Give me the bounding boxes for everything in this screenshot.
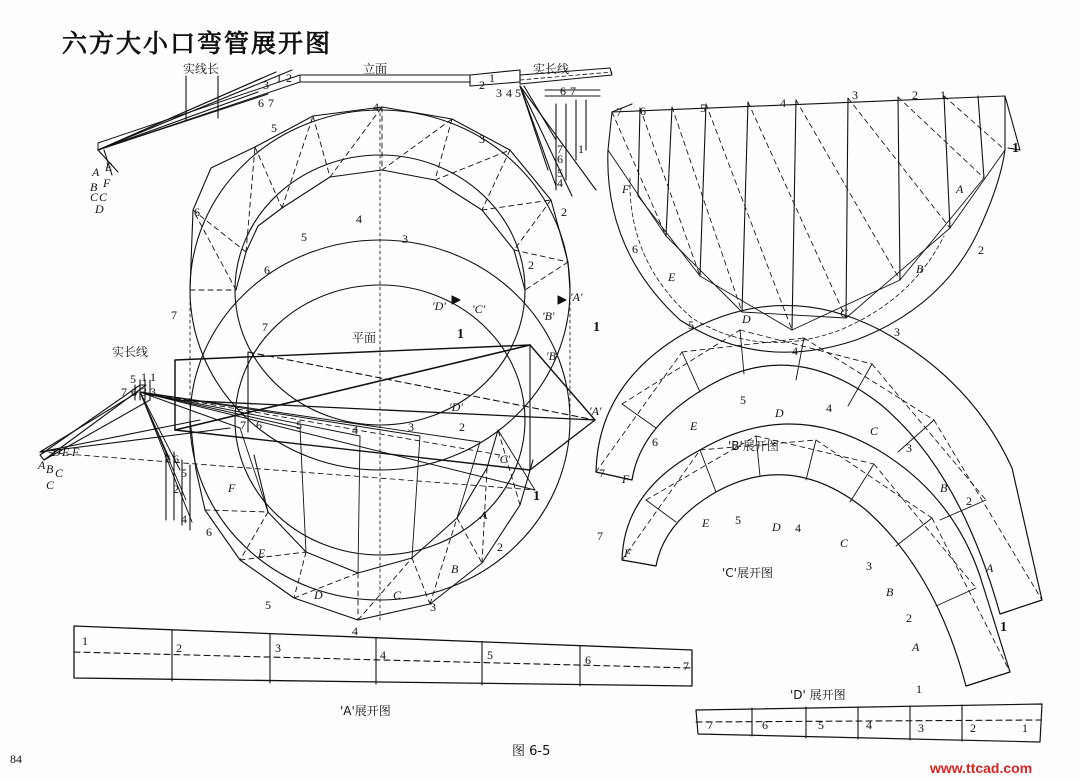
diagram-caption: 'B'展开图 xyxy=(728,439,779,453)
station-number-label: 4 xyxy=(795,521,801,535)
element-letter-label: C xyxy=(840,536,849,550)
station-number-label: 3 xyxy=(430,600,436,614)
station-number-label: 3 xyxy=(141,385,147,399)
element-letter-label: D xyxy=(775,406,784,420)
station-number-label: 1 xyxy=(593,320,600,335)
element-letter-label: C xyxy=(870,424,879,438)
station-number-label: 3 xyxy=(408,420,414,434)
station-number-label: 5 xyxy=(301,230,307,244)
element-letter-label: F xyxy=(624,546,632,560)
diagram-caption: 实线长 xyxy=(183,62,220,76)
watermark: www.ttcad.com xyxy=(930,760,1033,776)
element-letter-label: E xyxy=(62,445,70,459)
station-number-label: 7 xyxy=(240,418,246,432)
station-number-label: 2 xyxy=(912,88,918,102)
station-number-label: 6 xyxy=(560,84,566,98)
element-letter-label: A xyxy=(956,182,964,196)
station-number-label: 2 xyxy=(561,205,567,219)
diagram-caption: 平面 xyxy=(352,331,377,345)
station-number-label: 3 xyxy=(918,721,924,735)
station-number-label: 5 xyxy=(740,393,746,407)
element-letter-label: E xyxy=(258,546,266,560)
element-letter-label: C xyxy=(99,190,108,204)
station-number-label: 1 xyxy=(82,634,88,648)
station-number-label: 3 xyxy=(894,325,900,339)
station-number-label: 1 xyxy=(457,327,464,342)
station-number-label: 5 xyxy=(271,121,277,135)
station-number-label: 3 xyxy=(866,559,872,573)
station-number-label: 6 xyxy=(131,385,137,399)
station-number-label: 4 xyxy=(352,423,358,437)
element-letter-label: 'A' xyxy=(589,404,602,418)
station-number-label: 1 xyxy=(916,682,922,696)
element-letter-label: A xyxy=(912,640,920,654)
station-number-label: 5 xyxy=(296,418,302,432)
station-number-label: 1 xyxy=(1012,141,1019,156)
diagram-caption: 'D' 展开图 xyxy=(790,688,846,702)
element-letter-label: B xyxy=(46,462,54,476)
station-number-label: 1 xyxy=(578,142,584,156)
element-letter-label: B xyxy=(451,562,459,576)
station-number-label: 5 xyxy=(700,101,706,115)
element-letter-label: B xyxy=(886,585,894,599)
station-number-label: 2 xyxy=(173,482,179,496)
diagram-caption: 实长线 xyxy=(112,345,149,359)
station-number-label: 1 xyxy=(141,370,147,384)
station-number-label: 4 xyxy=(380,648,386,662)
element-letter-label: 'D' xyxy=(449,400,463,414)
station-number-label: 2 xyxy=(497,540,503,554)
element-letter-label: A xyxy=(986,561,994,575)
station-number-label: 1 xyxy=(489,71,495,85)
station-number-label: 6 xyxy=(206,525,212,539)
element-letter-label: C xyxy=(840,306,849,320)
station-number-label: 6 xyxy=(264,263,270,277)
element-letter-label: 'C' xyxy=(472,302,486,316)
station-number-label: 5 xyxy=(735,513,741,527)
figure-number: 图 6-5 xyxy=(512,744,551,759)
station-number-label: 6 xyxy=(258,96,264,110)
diagram-caption: 实长线 xyxy=(533,62,570,76)
station-number-label: 5 xyxy=(487,648,493,662)
station-number-label: 4 xyxy=(181,512,187,526)
element-letter-label: 'D' xyxy=(432,299,446,313)
station-number-label: 3 xyxy=(479,132,485,146)
element-letter-label: A xyxy=(38,458,46,472)
station-number-label: 1 xyxy=(276,71,282,85)
station-number-label: 3 xyxy=(263,78,269,92)
station-number-label: 2 xyxy=(176,641,182,655)
station-number-label: 1 xyxy=(940,88,946,102)
station-number-label: 4 xyxy=(506,86,512,100)
station-number-label: 5 xyxy=(265,598,271,612)
element-letter-label: C xyxy=(46,478,55,492)
station-number-label: 1 xyxy=(1000,620,1007,635)
element-letter-label: F xyxy=(103,176,111,190)
station-number-label: 7 xyxy=(121,385,127,399)
station-number-label: 5 xyxy=(181,466,187,480)
station-number-label: 3 xyxy=(275,641,281,655)
element-letter-label: D xyxy=(95,202,104,216)
station-number-label: 4 xyxy=(866,718,872,732)
page-number: 84 xyxy=(10,752,22,766)
station-number-label: 7 xyxy=(164,452,170,466)
station-number-label: 7 xyxy=(616,105,622,119)
element-letter-label: B xyxy=(940,481,948,495)
station-number-label: 2 xyxy=(970,721,976,735)
station-number-label: 5 xyxy=(557,166,563,180)
station-number-label: 4 xyxy=(826,401,832,415)
station-number-label: 1 xyxy=(150,370,156,384)
station-number-label: 7 xyxy=(597,529,603,543)
element-letter-label: 'B' xyxy=(542,309,555,323)
station-number-label: 6 xyxy=(652,435,658,449)
station-number-label: 7 xyxy=(262,320,268,334)
station-number-label: 2 xyxy=(966,494,972,508)
station-number-label: 5 xyxy=(130,372,136,386)
station-number-label: 3 xyxy=(150,385,156,399)
station-number-label: 1 xyxy=(1022,721,1028,735)
element-letter-label: F xyxy=(622,182,630,196)
station-number-label: 3 xyxy=(496,86,502,100)
element-letter-label: D xyxy=(314,588,323,602)
element-letter-label: 'A' xyxy=(570,290,583,304)
element-letter-label: B xyxy=(916,262,924,276)
station-number-label: 4 xyxy=(780,96,786,110)
station-number-label: 2 xyxy=(286,71,292,85)
element-letter-label: D xyxy=(772,520,781,534)
element-letter-label: F xyxy=(72,445,80,459)
element-letter-label: F xyxy=(228,481,236,495)
station-number-label: 7 xyxy=(683,659,689,673)
station-number-label: 6 xyxy=(256,418,262,432)
station-number-label: 3 xyxy=(906,441,912,455)
station-number-label: 1 xyxy=(533,489,540,504)
element-letter-label: E xyxy=(702,516,710,530)
page-title: 六方大小口弯管展开图 xyxy=(62,29,333,58)
element-letter-label: F xyxy=(622,472,630,486)
station-number-label: 6 xyxy=(194,205,200,219)
station-number-label: 6 xyxy=(585,653,591,667)
element-letter-label: D xyxy=(742,312,751,326)
station-number-label: 5 xyxy=(515,86,521,100)
station-number-label: 7 xyxy=(570,84,576,98)
station-number-label: 2 xyxy=(528,258,534,272)
element-letter-label: A xyxy=(92,165,100,179)
station-number-label: 6 xyxy=(557,152,563,166)
station-number-label: 4 xyxy=(352,624,358,638)
station-number-label: 6 xyxy=(632,242,638,256)
station-number-label: 7 xyxy=(599,466,605,480)
station-number-label: 6 xyxy=(640,104,646,118)
diagram-caption: 'A'展开图 xyxy=(340,704,391,718)
element-letter-label: E xyxy=(690,419,698,433)
element-letter-label: B xyxy=(90,180,98,194)
station-number-label: 2 xyxy=(479,78,485,92)
element-letter-label: C xyxy=(55,466,64,480)
element-letter-label: E xyxy=(105,160,113,174)
station-number-label: 6 xyxy=(762,718,768,732)
element-letter-label: 'B' xyxy=(546,349,559,363)
station-number-label: 5 xyxy=(818,718,824,732)
station-number-label: 4 xyxy=(356,212,362,226)
station-number-label: 2 xyxy=(459,420,465,434)
station-number-label: 7 xyxy=(171,308,177,322)
station-number-label: 3 xyxy=(852,88,858,102)
station-number-label: 7 xyxy=(707,718,713,732)
station-number-label: 5 xyxy=(688,318,694,332)
station-number-label: 4 xyxy=(557,176,563,190)
diagram-caption: 'C'展开图 xyxy=(722,566,773,580)
station-number-label: 4 xyxy=(373,100,379,114)
station-number-label: 4 xyxy=(792,344,798,358)
diagram-caption: 立面 xyxy=(363,62,388,76)
station-number-label: 2 xyxy=(906,611,912,625)
element-letter-label: D xyxy=(52,445,61,459)
station-number-label: 6 xyxy=(173,452,179,466)
station-number-label: 2 xyxy=(978,243,984,257)
station-number-label: 7 xyxy=(557,142,563,156)
station-number-label: 7 xyxy=(268,96,274,110)
element-letter-label: E xyxy=(668,270,676,284)
element-letter-label: C xyxy=(393,588,402,602)
element-letter-label: C xyxy=(90,190,99,204)
element-letter-label: A xyxy=(480,508,488,522)
element-letter-label: 'C' xyxy=(497,452,511,466)
station-number-label: 3 xyxy=(402,232,408,246)
